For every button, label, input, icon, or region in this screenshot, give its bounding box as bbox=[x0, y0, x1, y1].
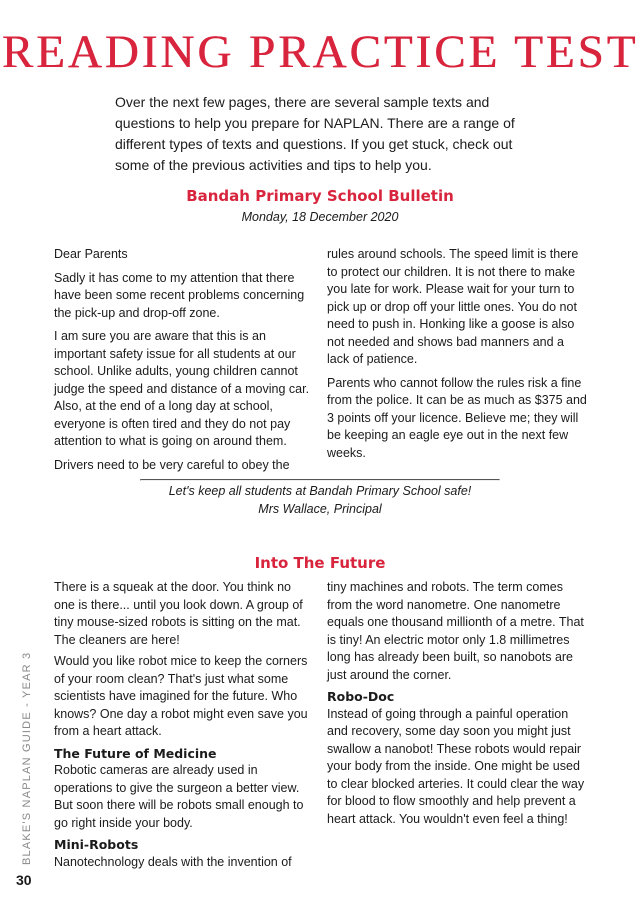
page-title: READING PRACTICE TEST bbox=[1, 26, 639, 78]
bulletin-paragraph: Dear Parents bbox=[54, 247, 128, 261]
future-paragraph: tiny machines and robots. The term comes from the word nanometre. One nanometre equals one thousand millionth of a metre. That is tiny! An electric motor only 1.8 millimetres long has already been built, so nanobots are just around the corner. bbox=[327, 580, 584, 682]
bulletin-paragraph: Sadly it has come to my attention that there have been some recent problems concerning the pick-up and drop-off zone. bbox=[54, 270, 305, 320]
bulletin-paragraph: rules around schools. The speed limit is there to protect our children. It is not there to make you late for work. Please wait for your turn to pick up or drop off your little ones. You do not need to push in. Honking like a goose is also not needed and shows bad manners and a lack of patience. bbox=[327, 247, 579, 366]
future-title: Into The Future bbox=[254, 554, 386, 572]
signoff-line-2: Mrs Wallace, Principal bbox=[258, 502, 382, 516]
future-paragraph: Robotic cameras are already used in operations to give the surgeon a better view. But soon there will be robots small enough to go right inside your body. bbox=[54, 763, 304, 830]
bulletin-title: Bandah Primary School Bulletin bbox=[186, 187, 454, 205]
heading-robo-doc: Robo-Doc bbox=[327, 689, 395, 704]
future-paragraph: Nanotechnology deals with the invention of bbox=[54, 854, 292, 869]
intro-paragraph: Over the next few pages, there are several sample texts and questions to help you prepare for NAPLAN. There are a range of different types of texts and questions. If you get stuck, check out some of the previous activities and tips to help you. bbox=[115, 94, 515, 173]
signoff-line-1: Let's keep all students at Bandah Primary School safe! bbox=[168, 484, 472, 498]
bulletin-right-column bbox=[327, 246, 589, 468]
future-paragraph: Would you like robot mice to keep the corners of your room clean? That's just what some scientists have imagined for the future. Who knows? One day a robot might even save you from a heart attack. bbox=[54, 654, 308, 738]
future-left-column bbox=[54, 579, 312, 875]
future-right-column bbox=[327, 579, 589, 832]
heading-future-of-medicine: The Future of Medicine bbox=[54, 745, 217, 761]
page-number: 30 bbox=[16, 872, 32, 888]
signoff-divider bbox=[140, 479, 500, 481]
bulletin-date: Monday, 18 December 2020 bbox=[241, 210, 399, 224]
side-label: BLAKE'S NAPLAN GUIDE - YEAR 3 bbox=[21, 651, 33, 865]
future-paragraph: Instead of going through a painful operation and recovery, some day soon you might just swallow a nanobot! These robots would repair your body from the inside. One might be used to clear blocked arteries. It could clear the way for blood to flow smoothly and help prevent a heart attack. You wouldn't even feel a thing! bbox=[327, 706, 585, 826]
bulletin-signoff bbox=[0, 482, 640, 518]
heading-mini-robots: Mini-Robots bbox=[54, 837, 139, 852]
bulletin-left-column bbox=[54, 246, 311, 480]
bulletin-paragraph: I am sure you are aware that this is an important safety issue for all students at our school. Unlike adults, young children cannot judge the speed and distance of a moving car. Also, at the end of a long day at school, everyone is often tired and they do not pay attention to what is going on around them. bbox=[54, 329, 310, 448]
bulletin-paragraph: Drivers need to be very careful to obey the bbox=[54, 457, 290, 472]
bulletin-paragraph: Parents who cannot follow the rules risk a fine from the police. It can be as much as $375 and 3 points off your licence. Believe me; they will be keeping an eagle eye out in the next few weeks. bbox=[327, 375, 587, 460]
future-paragraph: There is a squeak at the door. You think no one is there... until you look down. A group of tiny mouse-sized robots is sitting on the mat. The cleaners are here! bbox=[54, 580, 303, 647]
